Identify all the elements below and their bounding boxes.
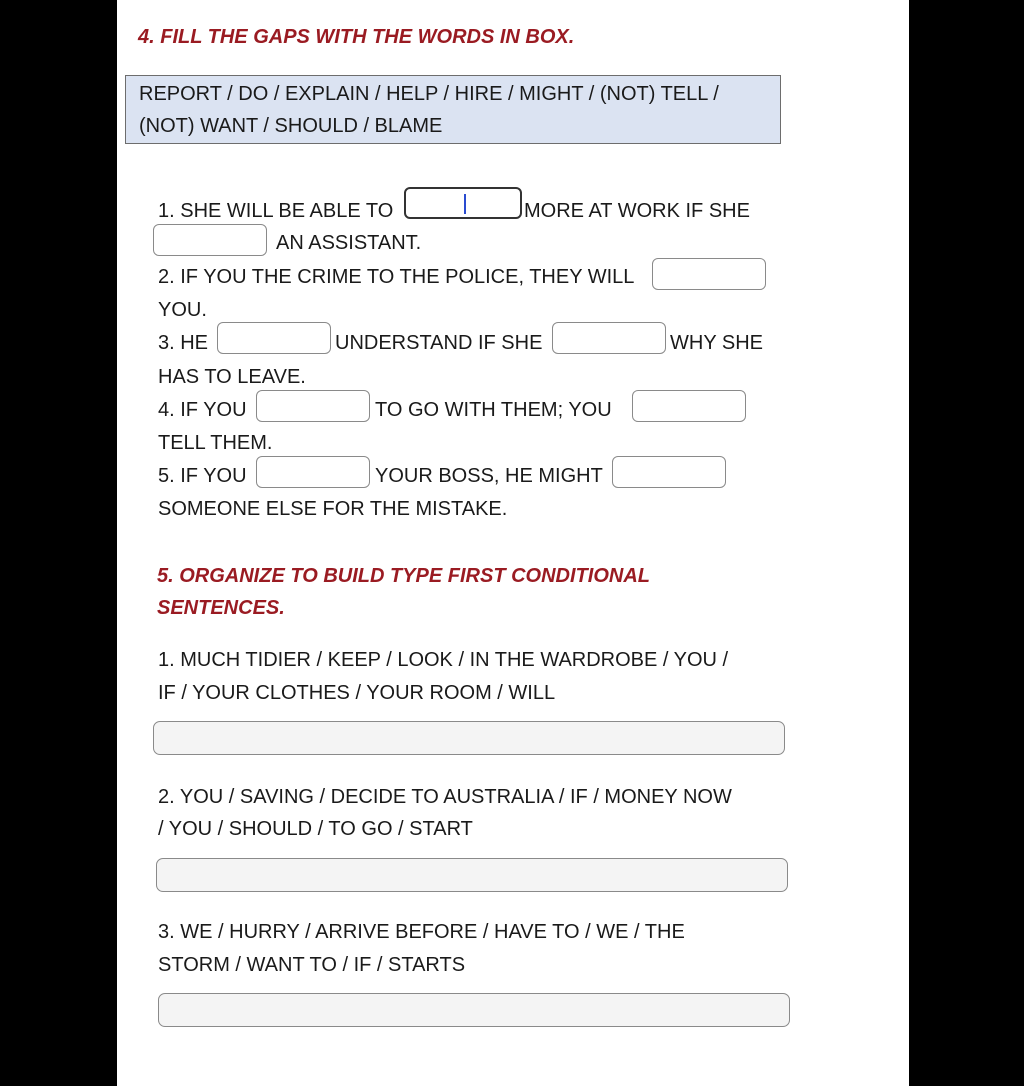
- exercise-5-heading-line-1: 5. ORGANIZE TO BUILD TYPE FIRST CONDITIONAL: [157, 565, 650, 587]
- item-2-text-a: 2. IF YOU THE CRIME TO THE POLICE, THEY WILL: [158, 266, 635, 288]
- word-box-line-2: (NOT) WANT / SHOULD / BLAME: [139, 115, 443, 137]
- answer-3-input[interactable]: [158, 993, 790, 1027]
- answer-1-input[interactable]: [153, 721, 785, 755]
- gap-5b-input[interactable]: [612, 456, 726, 488]
- item-2-text-b: YOU.: [158, 299, 207, 321]
- word-box: [125, 75, 781, 144]
- item-3-text-d: HAS TO LEAVE.: [158, 366, 306, 388]
- item-1-text-c: AN ASSISTANT.: [276, 232, 422, 254]
- item-3-text-b: UNDERSTAND IF SHE: [335, 332, 543, 354]
- sentence-2-line-1: 2. YOU / SAVING / DECIDE TO AUSTRALIA / IF / MONEY NOW: [158, 786, 732, 808]
- gap-4b-input[interactable]: [632, 390, 746, 422]
- item-5-text-b: YOUR BOSS, HE MIGHT: [375, 465, 603, 487]
- word-box-line-1: REPORT / DO / EXPLAIN / HELP / HIRE / MIGHT / (NOT) TELL /: [139, 83, 719, 105]
- item-3-text-c: WHY SHE: [670, 332, 763, 354]
- sentence-2-line-2: / YOU / SHOULD / TO GO / START: [158, 818, 473, 840]
- gap-4a-input[interactable]: [256, 390, 370, 422]
- text-cursor: [464, 194, 466, 214]
- item-4-text-a: 4. IF YOU: [158, 399, 247, 421]
- item-1-text-a: 1. SHE WILL BE ABLE TO: [158, 200, 394, 222]
- gap-3a-input[interactable]: [217, 322, 331, 354]
- gap-2-input[interactable]: [652, 258, 766, 290]
- item-1-text-b: MORE AT WORK IF SHE: [524, 200, 750, 222]
- exercise-4-heading: 4. FILL THE GAPS WITH THE WORDS IN BOX.: [138, 26, 575, 48]
- answer-2-input[interactable]: [156, 858, 788, 892]
- sentence-3-line-1: 3. WE / HURRY / ARRIVE BEFORE / HAVE TO / WE / THE: [158, 921, 685, 943]
- item-3-text-a: 3. HE: [158, 332, 209, 354]
- item-5-text-a: 5. IF YOU: [158, 465, 247, 487]
- worksheet-page: [117, 0, 909, 1086]
- sentence-3-line-2: STORM / WANT TO / IF / STARTS: [158, 954, 466, 976]
- sentence-1-line-2: IF / YOUR CLOTHES / YOUR ROOM / WILL: [158, 682, 556, 704]
- gap-3b-input[interactable]: [552, 322, 666, 354]
- gap-1a-input[interactable]: [404, 187, 522, 219]
- item-4-text-c: TELL THEM.: [158, 432, 273, 454]
- exercise-5-heading-line-2: SENTENCES.: [157, 597, 285, 619]
- gap-5a-input[interactable]: [256, 456, 370, 488]
- item-4-text-b: TO GO WITH THEM; YOU: [375, 399, 612, 421]
- item-5-text-c: SOMEONE ELSE FOR THE MISTAKE.: [158, 498, 508, 520]
- gap-1b-input[interactable]: [153, 224, 267, 256]
- sentence-1-line-1: 1. MUCH TIDIER / KEEP / LOOK / IN THE WARDROBE / YOU /: [158, 649, 729, 671]
